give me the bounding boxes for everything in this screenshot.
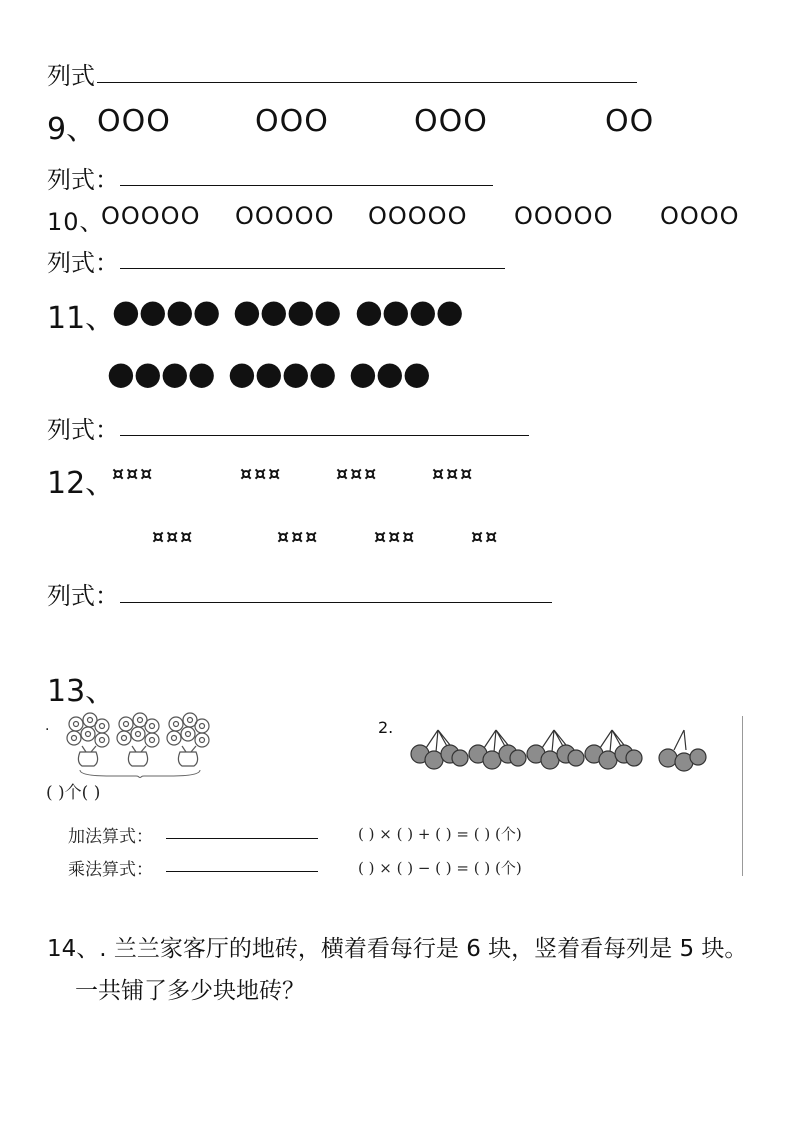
cherries-illustration (408, 726, 708, 776)
answer-line[interactable] (120, 602, 552, 603)
question-14-line-1: 14、. 兰兰家客厅的地砖，横着看每行是 6 块，竖着看每列是 5 块。 (47, 936, 748, 962)
formula-label: 列式 (47, 62, 95, 90)
question-11-number: 11、 (47, 301, 116, 336)
circle-group: OOOOO (514, 202, 614, 230)
question-12-number: 12、 (47, 466, 116, 501)
right-formula-line-1: ( ) × ( ) + ( ) = ( ) (个) (358, 825, 522, 843)
multiplication-answer-line[interactable] (166, 871, 318, 872)
symbol-group: ¤¤¤ (112, 463, 155, 485)
circle-group: OOO (255, 104, 329, 139)
right-panel-marker: 2. (378, 718, 394, 737)
flower-vase-illustration (60, 710, 220, 778)
circle-group: OOOO (660, 202, 740, 230)
left-panel-marker: . (45, 718, 50, 734)
answer-line[interactable] (97, 82, 637, 83)
symbol-group: ¤¤¤ (152, 526, 195, 548)
answer-line[interactable] (120, 185, 493, 186)
addition-formula-label: 加法算式： (68, 827, 153, 847)
circle-group: OOOOO (368, 202, 468, 230)
formula-label: 列式： (47, 249, 119, 277)
formula-label: 列式： (47, 582, 119, 610)
question-10-number: 10、 (47, 208, 105, 236)
panel-border (742, 716, 743, 876)
symbol-group: ¤¤¤ (336, 463, 379, 485)
dot-group: ●●●● (112, 292, 220, 330)
circle-group: OOOOO (101, 202, 201, 230)
paren-count-line: ( )个( ) (46, 783, 101, 803)
symbol-group: ¤¤¤ (240, 463, 283, 485)
dot-group: ●●●● (107, 354, 215, 392)
question-9-number: 9、 (47, 112, 97, 147)
formula-label: 列式： (47, 416, 119, 444)
circle-group: OOO (414, 104, 488, 139)
formula-label: 列式： (47, 166, 119, 194)
circle-group: OO (605, 104, 655, 139)
dot-group: ●●●● (233, 292, 341, 330)
addition-answer-line[interactable] (166, 838, 318, 839)
question-13-number: 13、 (47, 674, 116, 709)
dot-group: ●●●● (228, 354, 336, 392)
right-formula-line-2: ( ) × ( ) − ( ) = ( ) (个) (358, 859, 522, 877)
answer-line[interactable] (120, 435, 529, 436)
question-14-line-2: 一共铺了多少块地砖？ (75, 978, 305, 1004)
symbol-group: ¤¤¤ (277, 526, 320, 548)
answer-line[interactable] (120, 268, 505, 269)
multiplication-formula-label: 乘法算式： (68, 860, 153, 880)
symbol-group: ¤¤ (471, 526, 500, 548)
dot-group: ●●● (349, 354, 430, 392)
symbol-group: ¤¤¤ (374, 526, 417, 548)
dot-group: ●●●● (355, 292, 463, 330)
circle-group: OOO (97, 104, 171, 139)
symbol-group: ¤¤¤ (432, 463, 475, 485)
circle-group: OOOOO (235, 202, 335, 230)
